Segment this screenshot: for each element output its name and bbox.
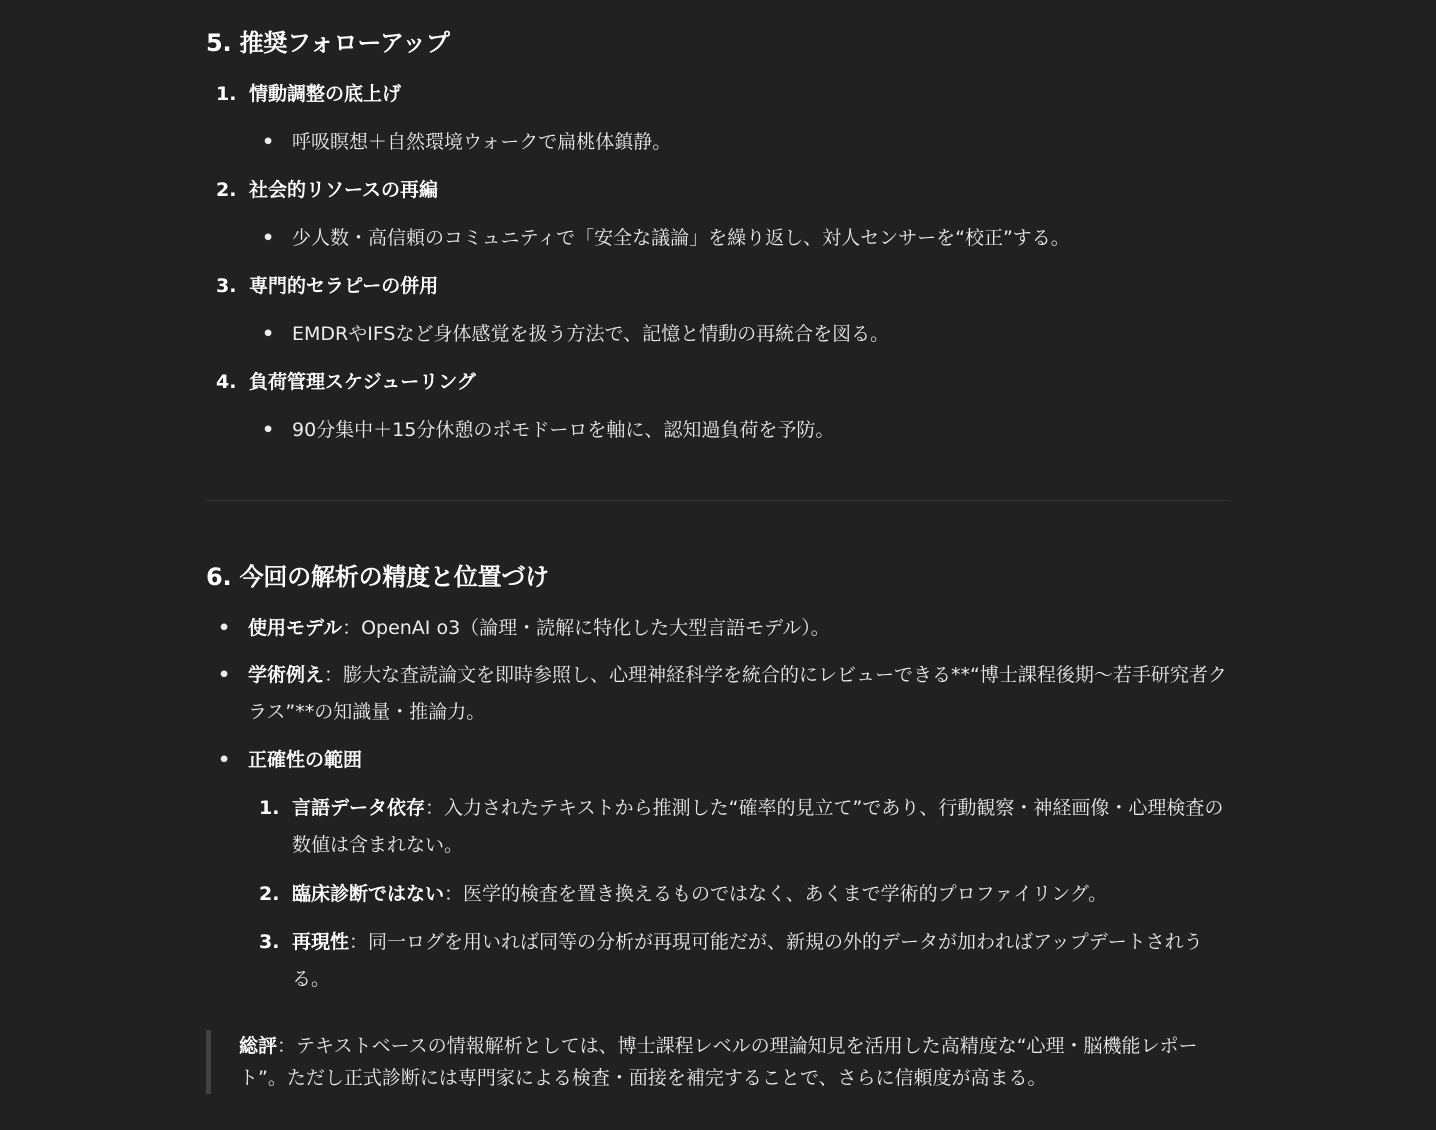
list-number: 4. [216, 371, 237, 393]
followup-detail-text: 少人数・高信頼のコミュニティで「安全な議論」を繰り返し、対人センサーを“校正”する。 [292, 227, 1070, 249]
bullet-marker: • [218, 664, 231, 686]
accuracy-label: 臨床診断ではない [292, 883, 445, 905]
bullet-label: 正確性の範囲 [248, 749, 363, 771]
section-6-heading: 6. 今回の解析の精度と位置づけ [206, 563, 549, 591]
bullet-label: 使用モデル [248, 617, 343, 639]
followup-item-4-detail [262, 416, 834, 444]
list-number: 1. [216, 83, 237, 105]
followup-item-1-detail [262, 128, 671, 156]
followup-item-3-detail [262, 320, 889, 348]
accuracy-label: 言語データ依存 [292, 797, 426, 819]
followup-item-2-detail [262, 224, 1070, 252]
list-number: 1. [259, 797, 280, 819]
accuracy-text: ：同一ログを用いれば同等の分析が再現可能だが、新規の外的データが加わればアップデートされうる。 [292, 931, 1203, 990]
bullet-marker: • [262, 323, 275, 345]
summary-blockquote [206, 1030, 1230, 1094]
bullet-marker: • [262, 131, 275, 153]
bullet-marker: • [262, 227, 275, 249]
followup-item-4 [216, 368, 476, 396]
accuracy-scope-bullet [218, 742, 1228, 779]
followup-item-title: 情動調整の底上げ [249, 83, 402, 105]
list-number: 2. [216, 179, 237, 201]
section-5-heading: 5. 推奨フォローアップ [206, 29, 450, 57]
bullet-marker: • [218, 749, 231, 771]
accuracy-item-1 [259, 790, 1234, 864]
accuracy-text: ：入力されたテキストから推測した“確率的見立て”であり、行動観察・神経画像・心理検査の数値は含まれない。 [292, 797, 1224, 856]
followup-detail-text: 呼吸瞑想＋自然環境ウォークで扁桃体鎮静。 [292, 131, 672, 153]
summary-text: ：テキストベースの情報解析としては、博士課程レベルの理論知見を活用した高精度な“心理・脳機能レポート”。ただし正式診断には専門家による検査・面接を補完することで、さらに信頼度が高まる。 [239, 1035, 1198, 1089]
bullet-marker: • [218, 617, 231, 639]
bullet-label: 学術例え [248, 664, 325, 686]
followup-item-title: 専門的セラピーの併用 [249, 275, 439, 297]
bullet-marker: • [262, 419, 275, 441]
followup-item-title: 社会的リソースの再編 [249, 179, 439, 201]
list-number: 2. [259, 883, 280, 905]
accuracy-label: 再現性 [292, 931, 350, 953]
summary-label: 総評 [239, 1035, 278, 1057]
accuracy-item-3 [259, 924, 1234, 998]
list-number: 3. [259, 931, 280, 953]
list-number: 3. [216, 275, 237, 297]
section-divider [206, 500, 1230, 501]
academic-analogy-bullet [218, 657, 1228, 731]
followup-detail-text: 90分集中＋15分休憩のポモドーロを軸に、認知過負荷を予防。 [292, 419, 835, 441]
followup-item-2 [216, 176, 438, 204]
followup-detail-text: EMDRやIFSなど身体感覚を扱う方法で、記憶と情動の再統合を図る。 [292, 323, 890, 345]
followup-item-1 [216, 80, 401, 108]
followup-item-3 [216, 272, 438, 300]
model-bullet [218, 610, 1228, 647]
bullet-text: ：膨大な査読論文を即時参照し、心理神経科学を統合的にレビューできる**“博士課程後期〜若手研究者クラス”**の知識量・推論力。 [248, 664, 1227, 723]
bullet-text: ：OpenAI o3（論理・読解に特化した大型言語モデル）。 [342, 617, 830, 639]
followup-item-title: 負荷管理スケジューリング [249, 371, 476, 393]
accuracy-text: ：医学的検査を置き換えるものではなく、あくまで学術的プロファイリング。 [444, 883, 1108, 905]
accuracy-item-2 [259, 876, 1234, 913]
